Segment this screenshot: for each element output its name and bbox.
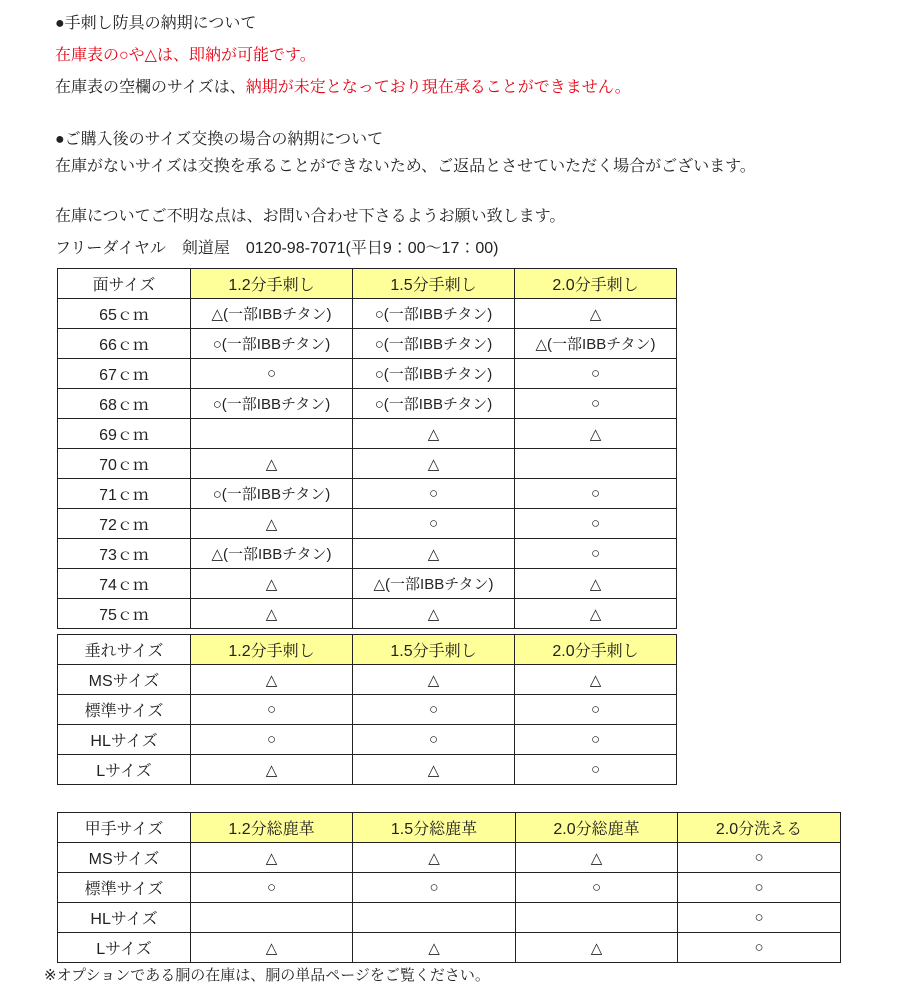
stock-cell: △ (353, 599, 515, 629)
stock-cell: △ (191, 665, 353, 695)
size-label-header: 甲手サイズ (58, 813, 191, 843)
row-label: 74ｃｍ (58, 569, 191, 599)
table-row (58, 843, 841, 873)
column-header: 1.2分総鹿革 (191, 813, 353, 843)
row-label: 65ｃｍ (58, 299, 191, 329)
kote-size-stock-table (57, 812, 841, 963)
stock-cell: △ (515, 599, 677, 629)
row-label: 標準サイズ (58, 873, 191, 903)
row-label: 68ｃｍ (58, 389, 191, 419)
table-row (58, 359, 677, 389)
men-size-stock-table (57, 268, 677, 629)
blank-size-note (55, 78, 631, 98)
stock-cell (191, 419, 353, 449)
stock-cell: △ (353, 755, 515, 785)
stock-cell: ○ (515, 359, 677, 389)
table-row (58, 725, 677, 755)
stock-cell: △(一部IBBチタン) (191, 299, 353, 329)
stock-cell: ○ (678, 873, 841, 903)
header-row (58, 813, 841, 843)
immediate-delivery-note: 在庫表の○や△は、即納が可能です。 (55, 47, 316, 64)
row-label: 72ｃｍ (58, 509, 191, 539)
stock-cell: △ (191, 755, 353, 785)
stock-cell: ○(一部IBBチタン) (353, 389, 515, 419)
stock-cell: △ (353, 665, 515, 695)
stock-cell: ○ (191, 695, 353, 725)
stock-cell: ○ (515, 695, 677, 725)
stock-cell (353, 903, 516, 933)
header-row (58, 269, 677, 299)
stock-cell: ○ (191, 873, 353, 903)
table-row (58, 569, 677, 599)
row-label: 66ｃｍ (58, 329, 191, 359)
stock-cell: ○ (516, 873, 678, 903)
stock-cell: △ (191, 449, 353, 479)
table-row (58, 695, 677, 725)
phone-line: フリーダイヤル 剣道屋 0120-98-7071(平日9：00～17：00) (55, 240, 499, 257)
stock-cell: △ (353, 933, 516, 963)
stock-cell: ○ (515, 725, 677, 755)
stock-cell: ○ (515, 755, 677, 785)
stock-cell (191, 903, 353, 933)
size-label-header: 面サイズ (58, 269, 191, 299)
stock-cell: △ (353, 539, 515, 569)
stock-cell: △ (515, 569, 677, 599)
stock-cell: ○ (515, 389, 677, 419)
stock-cell (516, 903, 678, 933)
row-label: 75ｃｍ (58, 599, 191, 629)
stock-cell: △ (515, 665, 677, 695)
row-label: 73ｃｍ (58, 539, 191, 569)
stock-cell: ○ (678, 903, 841, 933)
stock-cell: ○ (353, 479, 515, 509)
stock-cell: ○ (678, 843, 841, 873)
stock-cell: ○(一部IBBチタン) (191, 479, 353, 509)
blank-size-note-black: 在庫表の空欄のサイズは、 (55, 79, 246, 96)
column-header: 1.5分手刺し (353, 635, 515, 665)
stock-cell: △(一部IBBチタン) (353, 569, 515, 599)
table-row (58, 903, 841, 933)
stock-cell: △ (353, 843, 516, 873)
option-do-footnote: ※オプションである胴の在庫は、胴の単品ページをご覧ください。 (44, 967, 490, 984)
stock-cell: △ (516, 933, 678, 963)
stock-cell: △(一部IBBチタン) (191, 539, 353, 569)
stock-cell: △ (353, 419, 515, 449)
table-row (58, 299, 677, 329)
table-row (58, 933, 841, 963)
row-label: HLサイズ (58, 903, 191, 933)
stock-cell: △ (353, 449, 515, 479)
stock-cell: △ (191, 843, 353, 873)
column-header: 1.5分手刺し (353, 269, 515, 299)
row-label: MSサイズ (58, 843, 191, 873)
column-header: 1.2分手刺し (191, 635, 353, 665)
stock-cell: ○ (678, 933, 841, 963)
blank-size-note-red: 納期が未定となっており現在承ることができません。 (245, 79, 631, 96)
row-label: 67ｃｍ (58, 359, 191, 389)
hand-stitched-notice-heading: ●手刺し防具の納期について (55, 15, 257, 32)
table-row (58, 419, 677, 449)
table-row (58, 479, 677, 509)
size-label-header: 垂れサイズ (58, 635, 191, 665)
row-label: 69ｃｍ (58, 419, 191, 449)
column-header: 1.2分手刺し (191, 269, 353, 299)
column-header: 2.0分手刺し (515, 635, 677, 665)
exchange-notice-heading: ●ご購入後のサイズ交換の場合の納期について (55, 131, 384, 148)
stock-cell: ○ (353, 725, 515, 755)
inquiry-note: 在庫についてご不明な点は、お問い合わせ下さるようお願い致します。 (55, 208, 566, 225)
stock-cell: ○(一部IBBチタン) (353, 299, 515, 329)
stock-cell: ○(一部IBBチタン) (353, 329, 515, 359)
stock-cell: ○(一部IBBチタン) (191, 389, 353, 419)
table-row (58, 539, 677, 569)
stock-cell (515, 449, 677, 479)
stock-cell: ○ (515, 539, 677, 569)
table-row (58, 755, 677, 785)
stock-cell: △(一部IBBチタン) (515, 329, 677, 359)
column-header: 2.0分手刺し (515, 269, 677, 299)
stock-cell: ○(一部IBBチタン) (191, 329, 353, 359)
table-row (58, 449, 677, 479)
column-header: 1.5分総鹿革 (353, 813, 516, 843)
stock-cell: ○ (353, 509, 515, 539)
exchange-notice-body: 在庫がないサイズは交換を承ることができないため、ご返品とさせていただく場合がございます。 (55, 158, 756, 175)
stock-cell: ○ (515, 509, 677, 539)
row-label: MSサイズ (58, 665, 191, 695)
stock-cell: △ (191, 933, 353, 963)
row-label: 70ｃｍ (58, 449, 191, 479)
table-row (58, 599, 677, 629)
row-label: 71ｃｍ (58, 479, 191, 509)
table-row (58, 665, 677, 695)
tare-size-stock-table (57, 634, 677, 785)
stock-cell: △ (191, 509, 353, 539)
column-header: 2.0分洗える (678, 813, 841, 843)
row-label: 標準サイズ (58, 695, 191, 725)
stock-cell: △ (191, 569, 353, 599)
table-row (58, 329, 677, 359)
table-row (58, 389, 677, 419)
stock-cell: ○ (353, 873, 516, 903)
stock-cell: △ (191, 599, 353, 629)
table-row (58, 873, 841, 903)
stock-cell: ○(一部IBBチタン) (353, 359, 515, 389)
stock-cell: △ (515, 299, 677, 329)
row-label: Lサイズ (58, 933, 191, 963)
stock-cell: ○ (515, 479, 677, 509)
row-label: Lサイズ (58, 755, 191, 785)
row-label: HLサイズ (58, 725, 191, 755)
stock-cell: △ (516, 843, 678, 873)
column-header: 2.0分総鹿革 (516, 813, 678, 843)
stock-cell: △ (515, 419, 677, 449)
header-row (58, 635, 677, 665)
stock-cell: ○ (191, 725, 353, 755)
table-row (58, 509, 677, 539)
stock-cell: ○ (191, 359, 353, 389)
stock-cell: ○ (353, 695, 515, 725)
